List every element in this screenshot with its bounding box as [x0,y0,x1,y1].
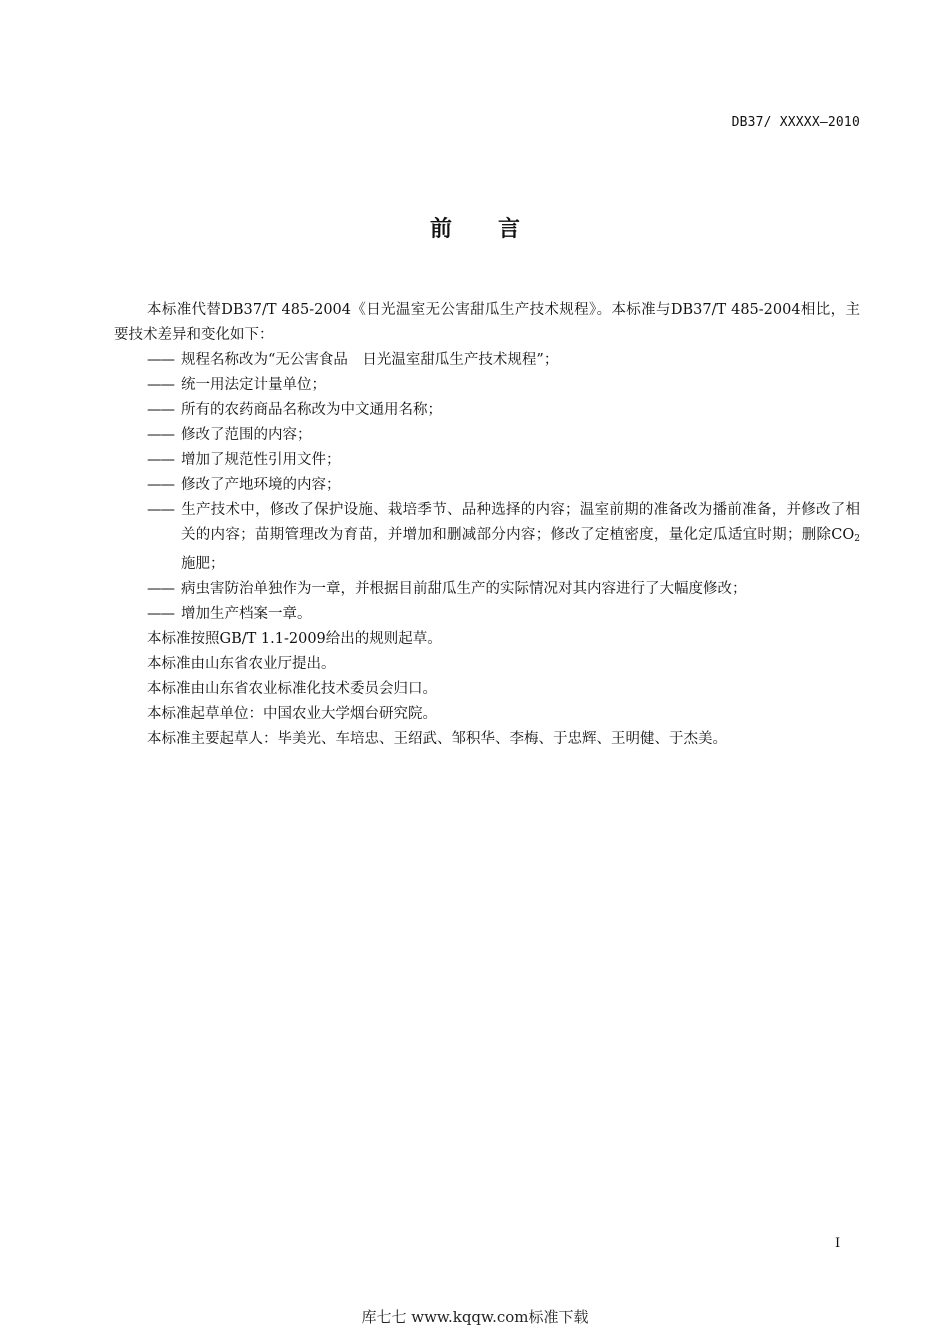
proposer-statement: 本标准由山东省农业厅提出。 [147,656,336,672]
dash-marker: —— [147,606,174,622]
dash-marker: —— [147,427,174,443]
committee-statement: 本标准由山东省农业标准化技术委员会归口。 [147,681,437,697]
list-item-text: 所有的农药商品名称改为中文通用名称； [181,402,442,418]
list-item-text-tail: 施肥； [181,556,225,572]
list-item [147,398,860,423]
dash-marker: —— [147,452,174,468]
preface-body [114,298,860,752]
list-item-text: 修改了产地环境的内容； [181,477,341,493]
list-item [147,423,860,448]
list-item [147,602,860,627]
drafters-statement: 本标准主要起草人：毕美光、车培忠、王绍武、邹积华、李梅、于忠辉、王明健、于杰美。 [147,731,727,747]
dash-marker: —— [147,352,174,368]
list-item-text: 增加了规范性引用文件； [181,452,341,468]
list-item-text: 规程名称改为“无公害食品 日光温室甜瓜生产技术规程”； [181,352,559,368]
list-item [147,498,860,577]
dash-marker: —— [147,402,174,418]
list-item-text: 增加生产档案一章。 [181,606,312,622]
list-item-text: 统一用法定计量单位； [181,377,326,393]
drafting-rules-statement: 本标准按照GB/T 1.1-2009给出的规则起草。 [147,631,442,647]
dash-marker: —— [147,477,174,493]
changes-list [114,348,860,627]
drafting-unit-statement: 本标准起草单位：中国农业大学烟台研究院。 [147,706,437,722]
list-item-text: 修改了范围的内容； [181,427,312,443]
list-item [147,448,860,473]
footer-watermark: 库七七 www.kqqw.com标准下载 [361,1308,589,1326]
list-item-text: 生产技术中，修改了保护设施、栽培季节、品种选择的内容；温室前期的准备改为播前准备，并修改了相关的内容；苗期管理改为育苗，并增加和删减部分内容；修改了定植密度，量化定瓜适宜时期；删除CO [181,502,860,543]
dash-marker: —— [147,581,174,597]
list-item-text: 病虫害防治单独作为一章，并根据目前甜瓜生产的实际情况对其内容进行了大幅度修改； [181,581,747,597]
page-number: I [835,1236,841,1251]
list-item [147,373,860,398]
list-item [147,473,860,498]
list-item [147,577,860,602]
dash-marker: —— [147,502,174,518]
page-title: 前言 [429,217,566,242]
co2-subscript: 2 [854,534,860,544]
intro-paragraph: 本标准代替DB37/T 485-2004《日光温室无公害甜瓜生产技术规程》。本标准与DB37/T 485-2004相比，主要技术差异和变化如下： [114,302,860,343]
standard-number: DB37/ XXXXX—2010 [731,115,860,130]
list-item [147,348,860,373]
dash-marker: —— [147,377,174,393]
